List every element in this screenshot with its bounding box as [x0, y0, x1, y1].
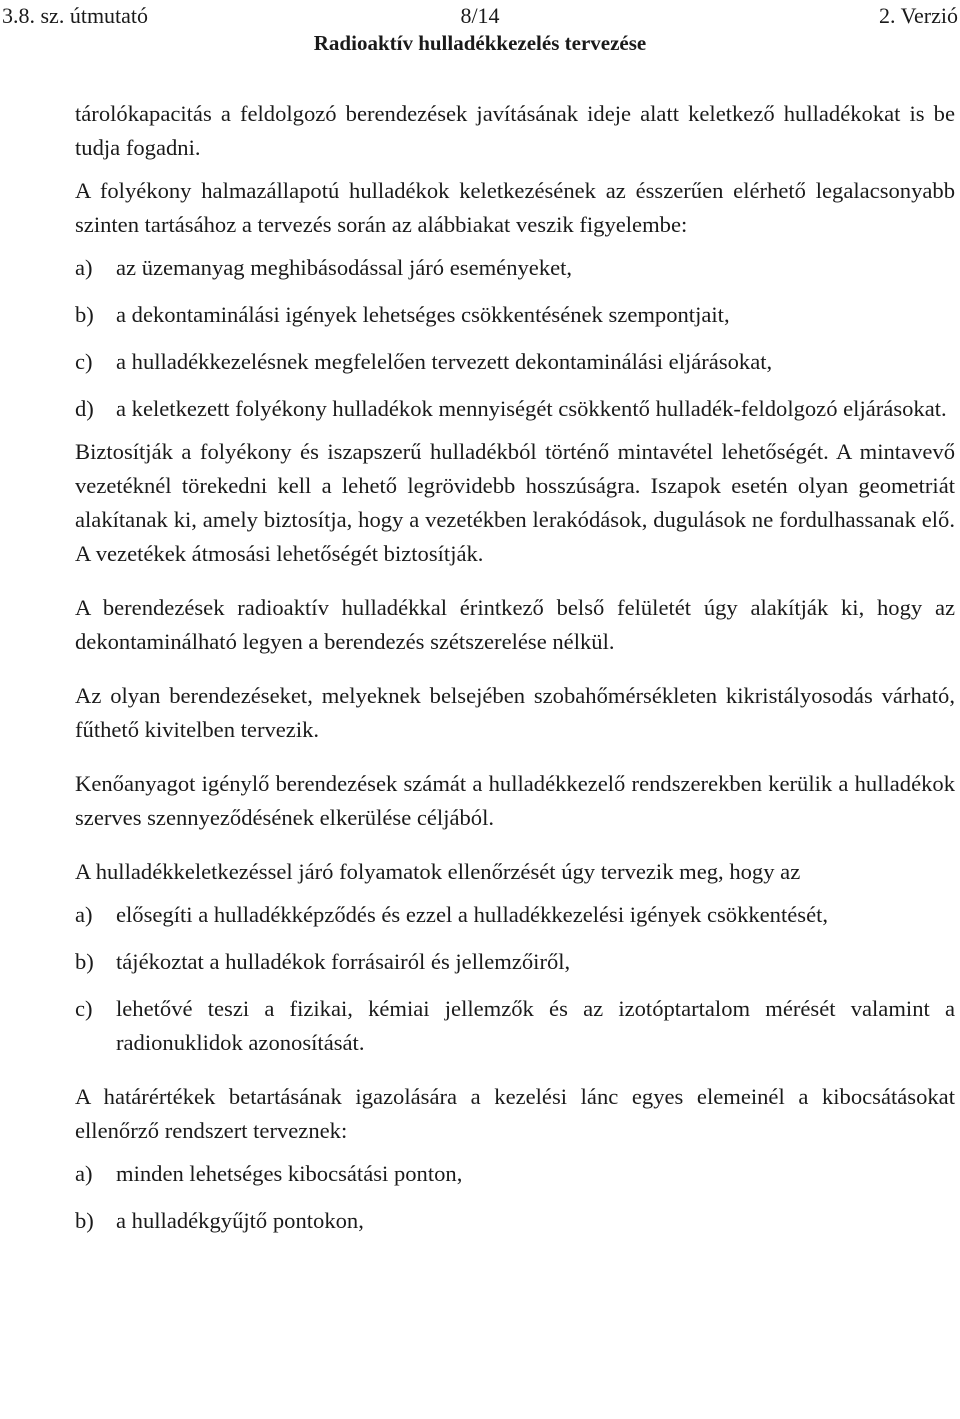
guide-number: 3.8. sz. útmutató — [2, 3, 149, 28]
list-item — [75, 1157, 955, 1191]
list-item — [75, 392, 955, 426]
list-item-text: a hulladékkezelésnek megfelelően tervezett dekontaminálási eljárásokat, — [116, 349, 773, 374]
list-marker: b) — [75, 949, 94, 974]
page-number: 8/14 — [460, 3, 500, 28]
list-monitoring-points — [75, 1157, 955, 1238]
list-item — [75, 992, 955, 1060]
paragraph-intro: tárolókapacitás a feldolgozó berendezések javításának ideje alatt keletkező hulladékokat is be tudja fogadni. — [75, 101, 955, 160]
list-item-text: lehetővé teszi a fizikai, kémiai jellemzők és az izotóptartalom mérését valamint a radionuklidok azonosítását. — [116, 996, 955, 1055]
list-item — [75, 298, 955, 332]
list-item-text: tájékoztat a hulladékok forrásairól és jellemzőiről, — [116, 949, 571, 974]
list-item — [75, 945, 955, 979]
list-item — [75, 898, 955, 932]
paragraph-lubricant: Kenőanyagot igénylő berendezések számát a hulladékkezelő rendszerekben kerülik a hulladékok szerves szennyeződésének elkerülése céljából. — [75, 771, 955, 830]
list-marker: a) — [75, 902, 93, 927]
list-marker: d) — [75, 396, 94, 421]
list-item — [75, 1204, 955, 1238]
page-header — [0, 0, 960, 62]
list-marker: a) — [75, 1161, 93, 1186]
list-item-text: a keletkezett folyékony hulladékok mennyiségét csökkentő hulladék-feldolgozó eljárásokat. — [116, 396, 947, 421]
paragraph-inner-surface: A berendezések radioaktív hulladékkal érintkező belső felületét úgy alakítják ki, hogy az dekontaminálható legyen a berendezés szétszerelése nélkül. — [75, 595, 955, 654]
list-marker: b) — [75, 302, 94, 327]
paragraph-liquid-waste: A folyékony halmazállapotú hulladékok keletkezésének az ésszerűen elérhető legalacsonyabb szinten tartásához a tervezés során az alábbiakat veszik figyelembe: — [75, 178, 955, 237]
list-item-text: az üzemanyag meghibásodással járó eseményeket, — [116, 255, 573, 280]
list-item-text: a hulladékgyűjtő pontokon, — [116, 1208, 364, 1233]
list-marker: b) — [75, 1208, 94, 1233]
paragraph-limit-values: A határértékek betartásának igazolására a kezelési lánc egyes elemeinél a kibocsátásokat ellenőrző rendszert terveznek: — [75, 1084, 955, 1143]
list-marker: c) — [75, 996, 93, 1021]
page-body — [75, 97, 955, 1238]
list-control-goals — [75, 898, 955, 1060]
paragraph-sampling: Biztosítják a folyékony és iszapszerű hulladékból történő mintavétel lehetőségét. A mintavevő vezetéknél törekedni kell a lehető legrövidebb hosszúságra. Iszapok esetén olyan geometriát alakítanak ki, amely biztosítja, hogy a vezetékben lerakódások, dugulások ne fordulhassanak elő. A vezetékek átmosási lehetőségét biztosítják. — [75, 439, 955, 566]
list-item — [75, 345, 955, 379]
list-considerations — [75, 251, 955, 426]
list-item-text: elősegíti a hulladékképződés és ezzel a hulladékkezelési igények csökkentését, — [116, 902, 829, 927]
list-marker: c) — [75, 349, 93, 374]
paragraph-crystallization: Az olyan berendezéseket, melyeknek belsejében szobahőmérsékleten kikristályosodás várható, fűthető kivitelben tervezik. — [75, 683, 955, 742]
paragraph-process-control: A hulladékkeletkezéssel járó folyamatok ellenőrzését úgy tervezik meg, hogy az — [75, 859, 801, 884]
list-marker: a) — [75, 255, 93, 280]
document-title: Radioaktív hulladékkezelés tervezése — [313, 31, 647, 55]
list-item-text: a dekontaminálási igények lehetséges csökkentésének szempontjait, — [116, 302, 730, 327]
list-item-text: minden lehetséges kibocsátási ponton, — [116, 1161, 463, 1186]
list-item — [75, 251, 955, 285]
version-label: 2. Verzió — [878, 3, 958, 28]
